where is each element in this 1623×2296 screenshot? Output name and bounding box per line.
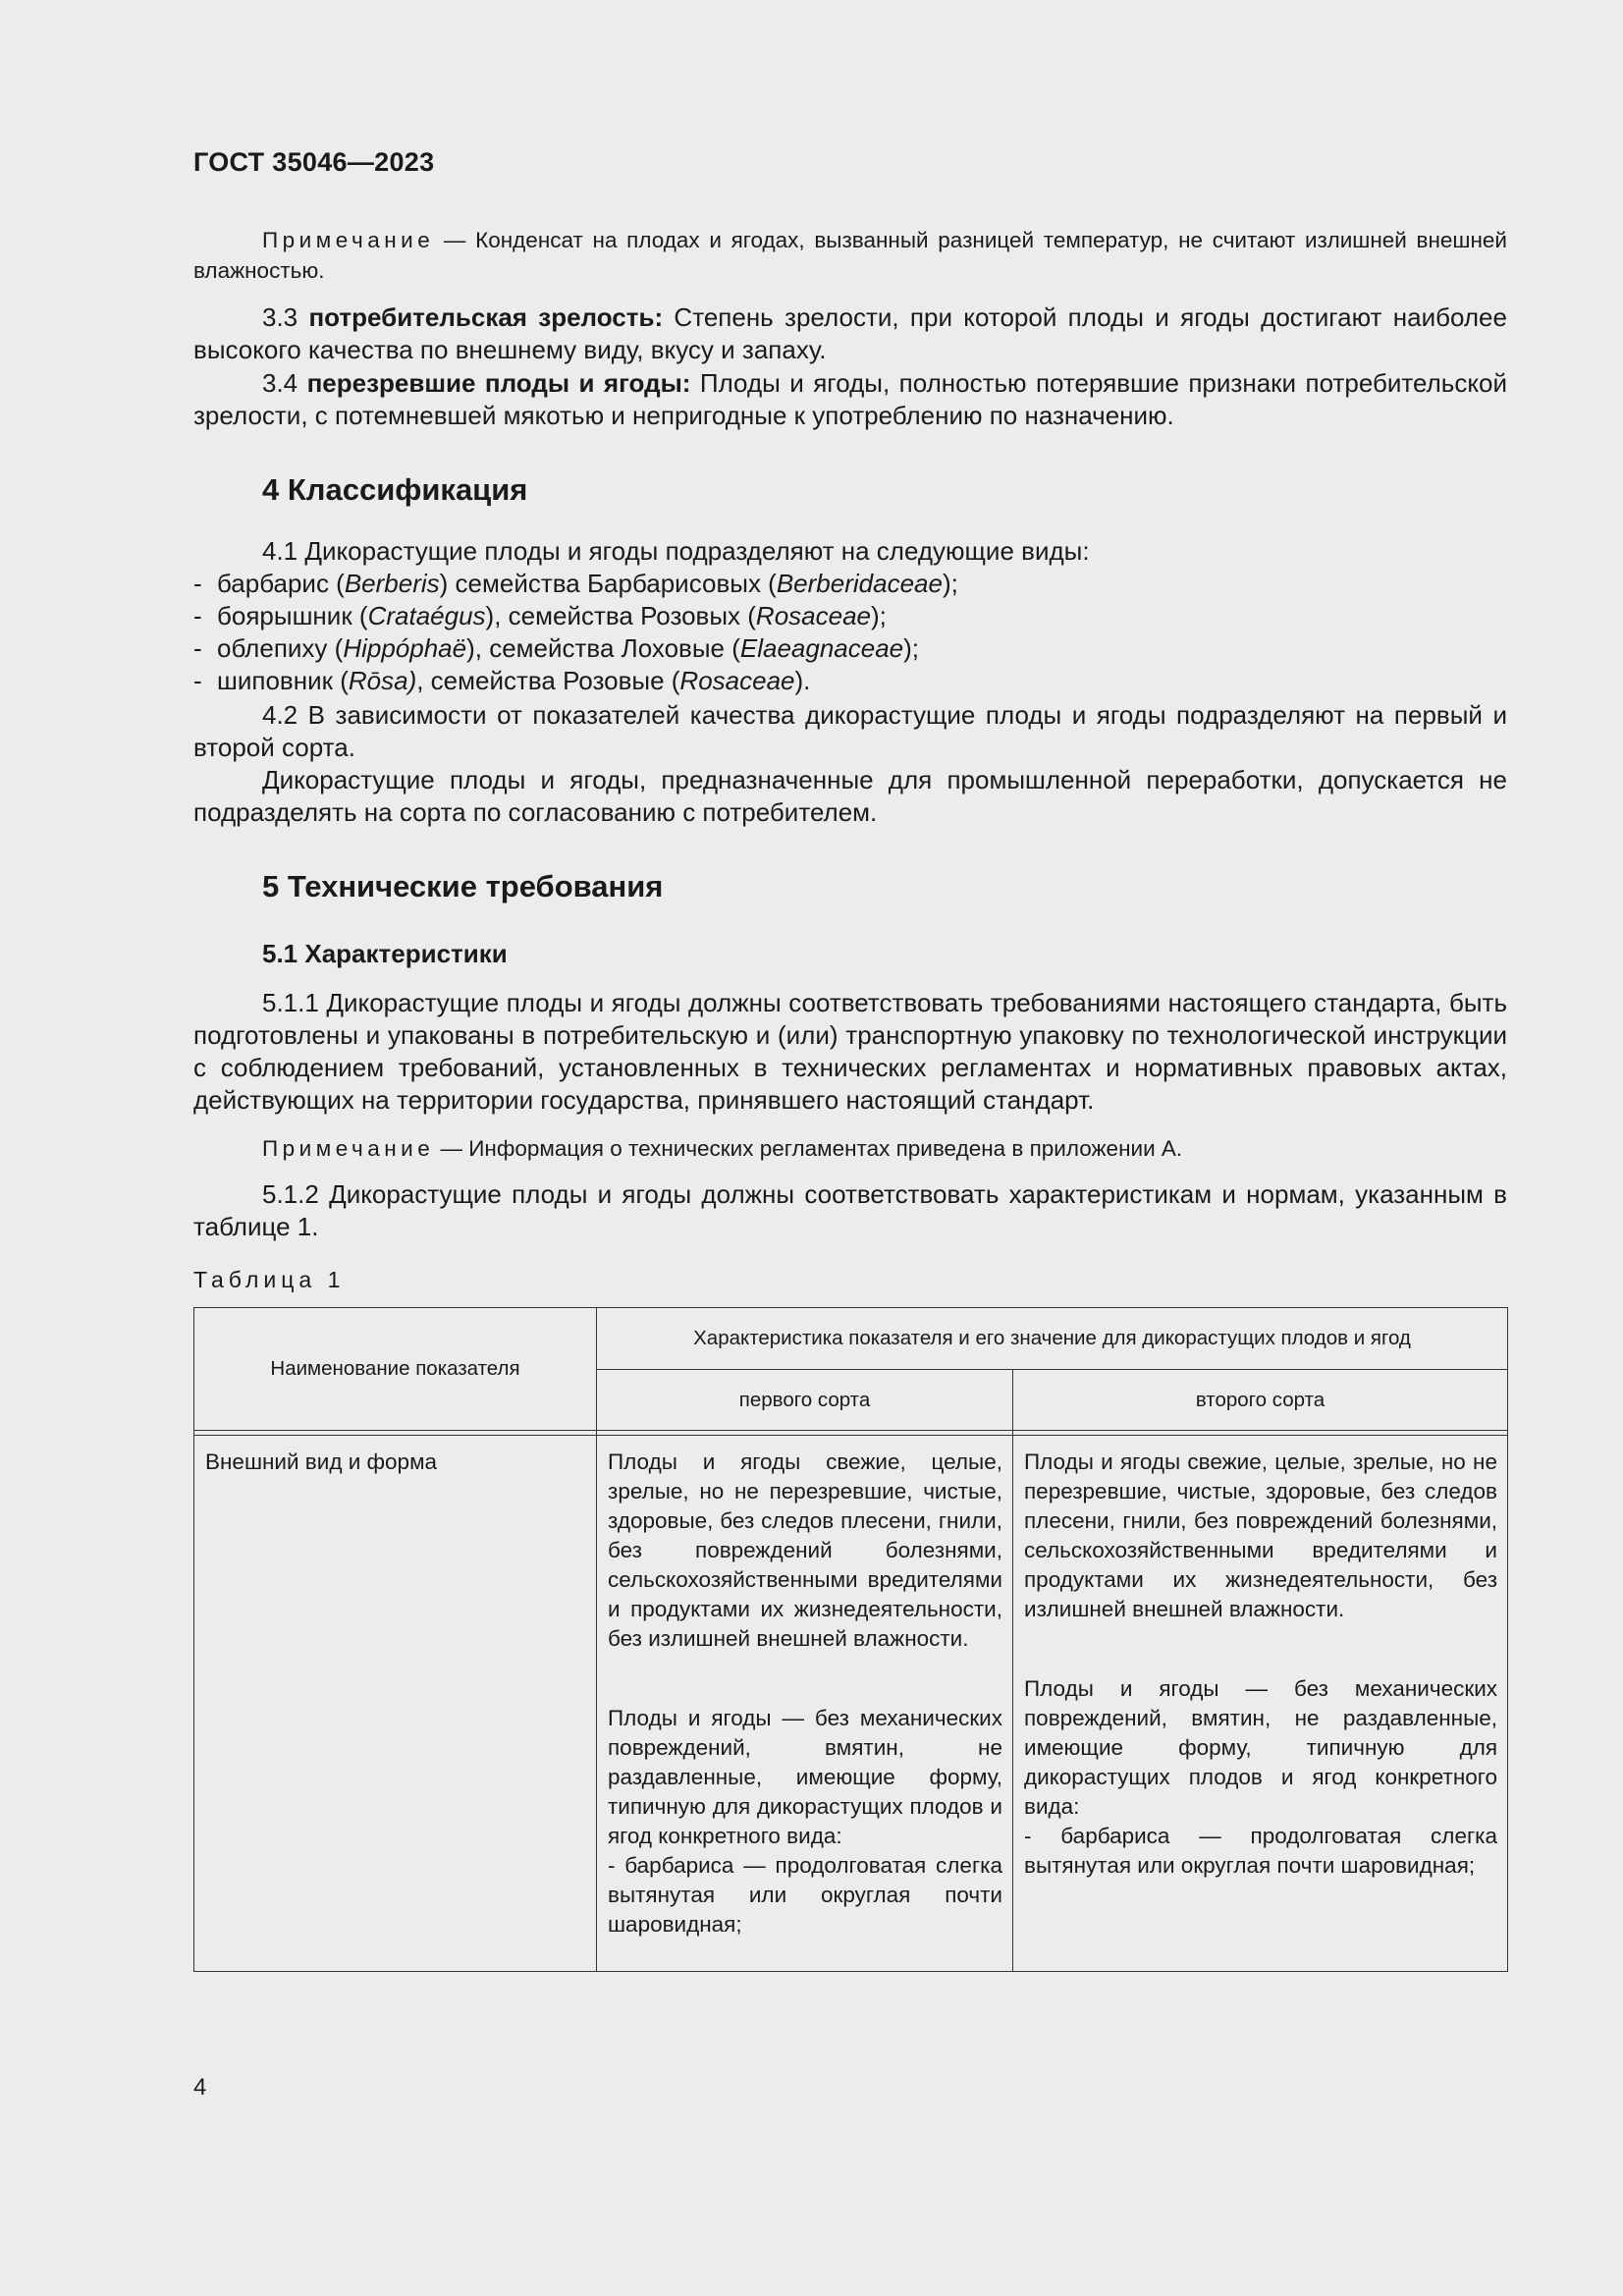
requirements-table: [193, 1307, 1508, 1972]
first-grade-cell: [597, 1436, 1012, 1951]
second-grade-text: Плоды и ягоды — без механических повреждений, вмятин, не раздавленные, имеющие форму, типичную для дикорастущих плодов и ягод конкретного вида:: [1024, 1676, 1498, 1819]
first-grade-text: Плоды и ягоды свежие, целые, зрелые, но не перезревшие, чистые, здоровые, без следов плесени, гнили, без повреждений болезнями, сельскохозяйственными вредителями и продуктами их жизнедеятельности, без излишней внешней влажности.: [608, 1449, 1002, 1651]
section-5-1-heading: 5.1 Характеристики: [262, 939, 508, 968]
clause-number: 3.3: [262, 302, 309, 332]
clause-5-1-1: 5.1.1 Дикорастущие плоды и ягоды должны соответствовать требованиями настоящего стандарта, быть подготовлены и упакованы в потребительскую и (или) транспортную упаковку по технологической инструкции с соблюдением требований, установленных в технических регламентах и нормативных правовых актах, действующих на территории государства, принявшего настоящий стандарт.: [193, 988, 1507, 1115]
definition-3-4: [193, 367, 1507, 432]
clause-4-2-paragraph: Дикорастущие плоды и ягоды, предназначенные для промышленной переработки, допускается не подразделять на сорта по согласованию с потребителем.: [193, 765, 1507, 827]
section-4-heading: 4 Классификация: [262, 472, 528, 507]
second-grade-text: Плоды и ягоды свежие, целые, зрелые, но не перезревшие, чистые, здоровые, без следов плесени, гнили, без повреждений болезнями, сельскохозяйственными вредителями и продуктами их жизнедеятельности, без излишней внешней влажности.: [1024, 1449, 1498, 1621]
note-condensate: [193, 225, 1507, 286]
first-grade-text: Плоды и ягоды — без механических повреждений, вмятин, не раздавленные, имеющие форму, типичную для дикорастущих плодов и ягод конкретного вида:: [608, 1706, 1002, 1848]
definition-3-3: [193, 301, 1507, 366]
section-5-heading: 5 Технические требования: [262, 869, 664, 903]
second-grade-cell: [1013, 1436, 1507, 1892]
header-indicator-name: Наименование показателя: [194, 1308, 597, 1431]
note-text: — Конденсат на плодах и ягодах, вызванный разницей температур, не считают излишней внешней влажностью.: [193, 228, 1507, 283]
table-caption: Таблица 1: [193, 1267, 346, 1292]
note-regulations: [193, 1133, 1507, 1164]
clause-5-1-2: 5.1.2 Дикорастущие плоды и ягоды должны соответствовать характеристикам и нормам, указанным в таблице 1.: [193, 1179, 1507, 1241]
list-item: - шиповник (Rōsa), семейства Розовые (Rosaceae).: [193, 666, 811, 695]
note-label: Примечание: [262, 1136, 435, 1161]
document-header: ГОСТ 35046—2023: [193, 147, 435, 177]
clause-4-1: 4.1 Дикорастущие плоды и ягоды подразделяют на следующие виды:: [262, 536, 1090, 566]
clause-4-2: 4.2 В зависимости от показателей качества дикорастущие плоды и ягоды подразделяют на первый и второй сорта.: [193, 700, 1507, 762]
header-second-grade: второго сорта: [1013, 1370, 1508, 1431]
definition-text: Плоды и ягоды, полностью потерявшие признаки потребительской зрелости, с потемневшей мякотью и непригодные к употреблению по назначению.: [193, 368, 1507, 430]
definition-term: перезревшие плоды и ягоды:: [306, 368, 691, 398]
header-first-grade: первого сорта: [597, 1370, 1013, 1431]
note-label: Примечание: [262, 228, 435, 252]
second-grade-text: - барбариса — продолговатая слегка вытянутая или округлая почти шаровидная;: [1024, 1824, 1498, 1878]
definition-text: Степень зрелости, при которой плоды и ягоды достигают наиболее высокого качества по внешнему виду, вкусу и запаху.: [193, 302, 1507, 364]
clause-number: 3.4: [262, 368, 307, 398]
list-item: - облепиху (Hippóphaë), семейства Лоховые (Elaeagnaceae);: [193, 633, 920, 663]
page-number: 4: [193, 2074, 207, 2101]
table-row: [194, 1436, 1508, 1972]
first-grade-text: - барбариса — продолговатая слегка вытянутая или округлая почти шаровидная;: [608, 1853, 1002, 1937]
indicator-name: Внешний вид и форма: [205, 1449, 438, 1474]
list-item: - барбарис (Berberis) семейства Барбарисовых (Berberidaceae);: [193, 569, 958, 598]
note-text: — Информация о технических регламентах приведена в приложении А.: [434, 1136, 1183, 1161]
header-characteristic-group: Характеристика показателя и его значение для дикорастущих плодов и ягод: [597, 1308, 1508, 1370]
definition-term: потребительская зрелость:: [308, 302, 664, 332]
list-item: - боярышник (Crataégus), семейства Розовых (Rosaceae);: [193, 601, 887, 630]
